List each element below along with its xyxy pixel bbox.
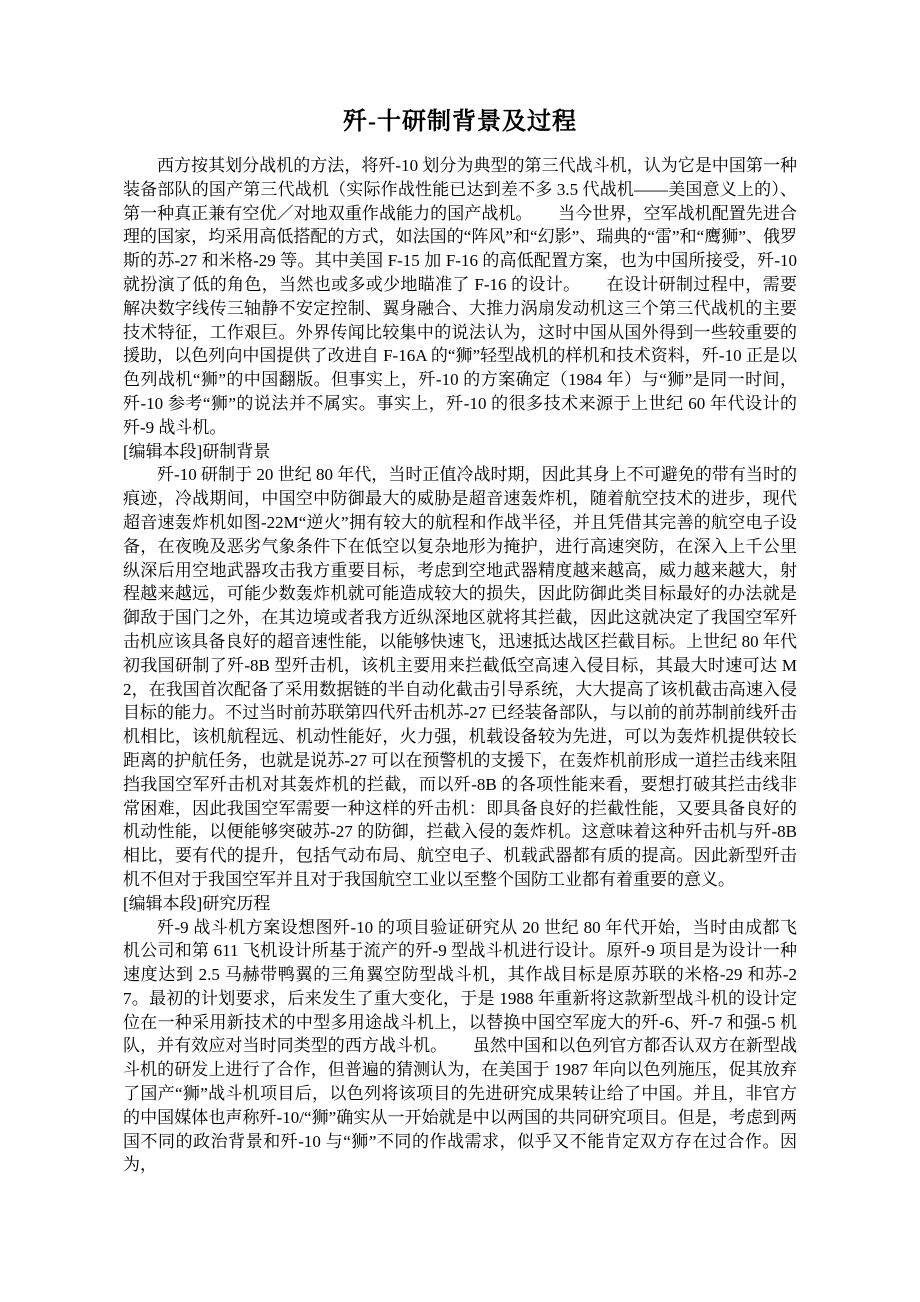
paragraph: 歼-9 战斗机方案设想图歼-10 的项目验证研究从 20 世纪 80 年代开始，当时由成都飞机公司和第 611 飞机设计所基于流产的歼-9 型战斗机进行设计。原歼-9 项目是为设计一种速度达到 2.5 马赫带鸭翼的三角翼空防型战斗机，其作战目标是原苏联的米格-29 和苏-27。最初的计划要求，后来发生了重大变化，于是 1988 年重新将这款新型战斗机的设计定位在一种采用新技术的中型多用途战斗机上，以替换中国空军庞大的歼-6、歼-7 和强-5 机队，并有效应对当时同类型的西方战斗机。 虽然中国和以色列官方都否认双方在新型战斗机的研发上进行了合作，但普遍的猜测认为，在美国于 1987 年向以色列施压，促其放弃了国产“狮”战斗机项目后，以色列将该项目的先进研究成果转让给了中国。并且，非官方的中国媒体也声称歼-10/“狮”确实从一开始就是中以两国的共同研究项目。但是，考虑到两国不同的政治背景和歼-10 与“狮”不同的作战需求，似乎又不能肯定双方存在过合作。因为， [123,917,797,1175]
section-heading: [编辑本段]研究历程 [123,893,271,913]
section-heading: [编辑本段]研制背景 [123,441,271,461]
paragraph: 歼-10 研制于 20 世纪 80 年代，当时正值冷战时期，因此其身上不可避免的带有当时的痕迹，冷战期间，中国空中防御最大的威胁是超音速轰炸机，随着航空技术的进步，现代超音速轰炸机如图-22M“逆火”拥有较大的航程和作战半径，并且凭借其完善的航空电子设备，在夜晚及恶劣气象条件下在低空以复杂地形为掩护，进行高速突防，在深入上千公里纵深后用空地武器攻击我方重要目标，考虑到空地武器精度越来越高，威力越来越大，射程越来越远，可能少数轰炸机就可能造成较大的损失，因此防御此类目标最好的办法就是御敌于国门之外，在其边境或者我方近纵深地区就将其拦截，因此这就决定了我国空军歼击机应该具备良好的超音速性能，以能够快速飞，迅速抵达战区拦截目标。上世纪 80 年代初我国研制了歼-8B 型歼击机，该机主要用来拦截低空高速入侵目标，其最大时速可达 M2，在我国首次配备了采用数据链的半自动化截击引导系统，大大提高了该机截击高速入侵目标的能力。不过当时前苏联第四代歼击机苏-27 已经装备部队，与以前的前苏制前线歼击机相比，该机航程远、机动性能好，火力强，机载设备较为先进，可以为轰炸机提供较长距离的护航任务，也就是说苏-27 可以在预警机的支援下，在轰炸机前形成一道拦击线来阻挡我国空军歼击机对其轰炸机的拦截，而以歼-8B 的各项性能来看，要想打破其拦击线非常困难，因此我国空军需要一种这样的歼击机：即具备良好的拦截性能，又要具备良好的机动性能，以便能够突破苏-27 的防御，拦截入侵的轰炸机。这意味着这种歼击机与歼-8B 相比，要有代的提升，包括气动布局、航空电子、机载武器都有质的提高。因此新型歼击机不但对于我国空军并且对于我国航空工业以至整个国防工业都有着重要的意义。 [123,465,797,889]
document-title: 歼-十研制背景及过程 [343,109,577,135]
document-body [123,154,797,1177]
paragraph: 西方按其划分战机的方法，将歼-10 划分为典型的第三代战斗机，认为它是中国第一种装备部队的国产第三代战机（实际作战性能已达到差不多 3.5 代战机——美国意义上的）、第一种真正兼有空优／对地双重作战能力的国产战机。 当今世界，空军战机配置先进合理的国家，均采用高低搭配的方式，如法国的“阵风”和“幻影”、瑞典的“雷”和“鹰狮”、俄罗斯的苏-27 和米格-29 等。其中美国 F-15 加 F-16 的高低配置方案，也为中国所接受，歼-10 就扮演了低的角色，当然也或多或少地瞄准了 F-16 的设计。 在设计研制过程中，需要解决数字线传三轴静不安定控制、翼身融合、大推力涡扇发动机这三个第三代战机的主要技术特征，工作艰巨。外界传闻比较集中的说法认为，这时中国从国外得到一些较重要的援助，以色列向中国提供了改进自 F-16A 的“狮”轻型战机的样机和技术资料，歼-10 正是以色列战机“狮”的中国翻版。但事实上，歼-10 的方案确定（1984 年）与“狮”是同一时间，歼-10 参考“狮”的说法并不属实。事实上，歼-10 的很多技术来源于上世纪 60 年代设计的歼-9 战斗机。 [123,156,797,437]
